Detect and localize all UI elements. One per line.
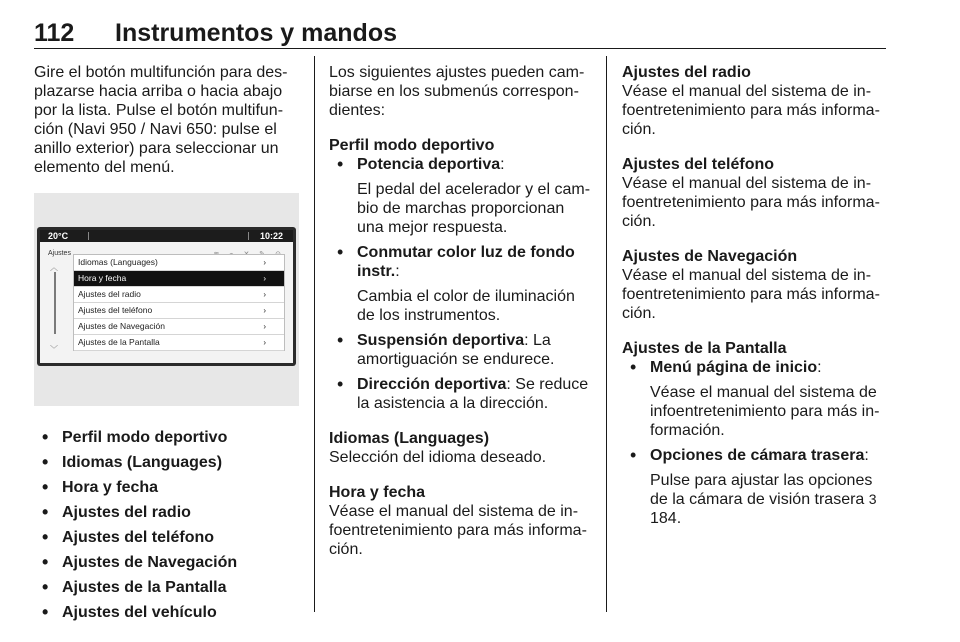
option-line: [357, 243, 594, 281]
list-item: • Perfil modo deportivo: [34, 428, 299, 447]
chevron-right-icon: ›: [263, 338, 266, 347]
option-name: Menú página de inicio: [650, 359, 818, 376]
page-header: [34, 18, 886, 49]
section-title: Ajustes de Navegación: [622, 248, 798, 265]
screen-menu-item-label: Ajustes de Navegación: [78, 321, 165, 331]
display-screen: [37, 227, 296, 366]
screen-menu-item-label: Idiomas (Languages): [78, 257, 158, 267]
option-description: [650, 383, 890, 440]
option-tail: : Se reduce la asistencia a la dirección.: [357, 376, 589, 412]
settings-overview-list: [34, 428, 299, 622]
perfil-options-list: [329, 155, 594, 413]
settings-screen-figure: [34, 193, 299, 406]
section-pantalla: [622, 339, 890, 528]
clock-readout: 10:22: [259, 231, 283, 241]
list-item: [329, 375, 594, 413]
section-text: Véase el manual del sistema de infoentretenimiento para más información.: [622, 83, 880, 138]
section-navegacion: [622, 247, 890, 323]
list-item: • Idiomas (Languages): [34, 453, 299, 472]
section-title: Ajustes de la Pantalla: [622, 340, 787, 357]
screen-menu-item: [74, 319, 284, 335]
list-item: • Ajustes del radio: [34, 503, 299, 522]
option-line: [357, 331, 594, 369]
list-item: [329, 331, 594, 369]
list-item: • Ajustes del teléfono: [34, 528, 299, 547]
scroll-down-icon: ﹀: [50, 345, 58, 354]
list-item: [622, 358, 890, 440]
scroll-up-icon: ︿: [50, 263, 58, 272]
section-text: Véase el manual del sistema de infoentretenimiento para más información.: [329, 503, 587, 558]
chevron-right-icon: ›: [263, 322, 266, 331]
screen-body: [40, 242, 293, 363]
column-divider: [314, 56, 315, 612]
temperature-readout: 20°C: [48, 231, 69, 241]
page-reference-arrow-icon: 3: [868, 491, 877, 507]
screen-status-bar: [40, 230, 293, 242]
option-description-text: Pulse para ajustar las opciones de la cámara de visión trasera: [650, 472, 873, 508]
option-name: Conmutar color luz de fondo instr.: [357, 244, 575, 280]
screen-menu-title: Ajustes: [48, 250, 71, 257]
section-title: Idiomas (Languages): [329, 430, 490, 447]
screen-menu-item: [74, 335, 284, 351]
chevron-right-icon: ›: [263, 306, 266, 315]
option-description: [357, 180, 594, 237]
list-item: [329, 243, 594, 325]
option-tail: :: [395, 263, 400, 280]
list-item: • Ajustes del vehículo: [34, 603, 299, 622]
section-perfil: [329, 136, 594, 413]
list-item: • Hora y fecha: [34, 478, 299, 497]
section-title: Ajustes del teléfono: [622, 156, 775, 173]
section-title: Hora y fecha: [329, 484, 426, 501]
list-item: [622, 446, 890, 528]
section-idiomas: [329, 429, 594, 467]
screen-menu-item-label: Ajustes de la Pantalla: [78, 337, 160, 347]
option-tail: :: [864, 447, 869, 464]
section-radio: [622, 63, 890, 139]
option-description: [650, 471, 890, 528]
chevron-right-icon: ›: [263, 290, 266, 299]
option-line: [357, 155, 594, 174]
column-2: [329, 63, 594, 575]
screen-menu-item-label: Hora y fecha: [78, 273, 127, 283]
screen-menu-list: [73, 254, 285, 351]
screen-menu-item: [74, 255, 284, 271]
page-title: Instrumentos y mandos: [115, 19, 397, 47]
column-3: [622, 63, 890, 544]
option-name: Dirección deportiva: [357, 376, 507, 393]
screen-menu-item: [74, 271, 284, 287]
column-1: [34, 63, 299, 628]
option-name: Opciones de cámara trasera: [650, 447, 865, 464]
submenus-intro: Los siguientes ajustes pueden cambiarse en los submenús correspondientes:: [329, 64, 585, 119]
option-description-text: Cambia el color de iluminación de los instrumentos.: [357, 288, 575, 324]
option-name: Suspensión deportiva: [357, 332, 525, 349]
intro-paragraph: Gire el botón multifunción para desplazarse hacia arriba o hacia abajo por la lista. Pulse el botón multifunción (Navi 950 / Navi 650: pulse el anillo exterior) para seleccionar un elemento del menú.: [34, 64, 288, 176]
option-description-text: Véase el manual del sistema de infoentretenimiento para más información.: [650, 384, 880, 439]
option-tail: :: [500, 156, 505, 173]
section-title: Ajustes del radio: [622, 64, 751, 81]
pantalla-options-list: [622, 358, 890, 528]
scrollbar: [54, 272, 56, 334]
list-item: • Ajustes de Navegación: [34, 553, 299, 572]
list-item: • Ajustes de la Pantalla: [34, 578, 299, 597]
option-tail: : La amortiguación se endurece.: [357, 332, 555, 368]
page-number: 112: [34, 19, 75, 47]
status-separator: [248, 232, 249, 240]
chevron-right-icon: ›: [263, 258, 266, 267]
section-text: Selección del idioma deseado.: [329, 449, 547, 466]
page-reference: 184.: [650, 510, 682, 527]
option-name: Potencia deportiva: [357, 156, 501, 173]
option-description-text: El pedal del acelerador y el cambio de marchas proporcionan una mejor respuesta.: [357, 181, 591, 236]
option-line: [357, 375, 594, 413]
column-divider: [606, 56, 607, 612]
section-text: Véase el manual del sistema de infoentretenimiento para más información.: [622, 175, 880, 230]
screen-menu-item-label: Ajustes del radio: [78, 289, 141, 299]
section-hora: [329, 483, 594, 559]
screen-menu-item: [74, 303, 284, 319]
section-text: Véase el manual del sistema de infoentretenimiento para más información.: [622, 267, 880, 322]
section-telefono: [622, 155, 890, 231]
screen-menu-item: [74, 287, 284, 303]
section-title: Perfil modo deportivo: [329, 137, 495, 154]
option-description: [357, 287, 594, 325]
screen-menu-item-label: Ajustes del teléfono: [78, 305, 153, 315]
option-line: [650, 358, 890, 377]
option-line: [650, 446, 890, 465]
status-separator: [88, 232, 89, 240]
list-item: [329, 155, 594, 237]
chevron-right-icon: ›: [263, 274, 266, 283]
option-tail: :: [817, 359, 822, 376]
